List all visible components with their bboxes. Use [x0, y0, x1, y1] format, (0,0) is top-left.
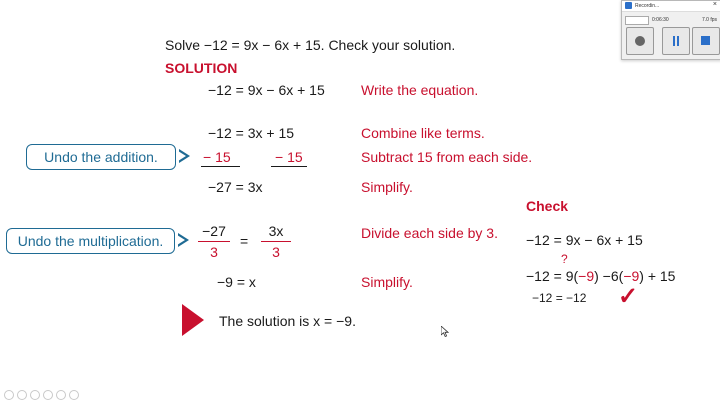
nav-prev-icon[interactable]	[4, 390, 14, 400]
fraction-left-numerator: −27	[202, 223, 226, 239]
close-icon[interactable]: ×	[712, 1, 717, 8]
subtract-right: − 15	[275, 149, 303, 165]
equation-line-1: −12 = 9x − 6x + 15	[208, 82, 325, 98]
record-icon	[635, 36, 645, 46]
equation-line-4: −27 = 3x	[208, 179, 263, 195]
question-mark: ?	[561, 252, 568, 266]
underline-right	[271, 166, 307, 167]
checkmark-icon: ✓	[618, 283, 639, 310]
solution-label: SOLUTION	[165, 60, 238, 76]
hint-arrow-icon	[178, 233, 189, 247]
check-line-3: −12 = −12	[532, 291, 587, 305]
more-icon[interactable]	[69, 390, 79, 400]
fraction-equals: =	[240, 233, 249, 249]
stop-icon	[701, 36, 710, 45]
recorder-time: 0:06:30	[652, 17, 669, 23]
recorder-app-icon	[625, 2, 632, 9]
hint-undo-addition: Undo the addition.	[26, 144, 176, 170]
zoom-icon[interactable]	[56, 390, 66, 400]
fraction-right-denominator: 3	[272, 244, 280, 261]
play-triangle-icon	[182, 304, 204, 336]
check-title: Check	[526, 198, 569, 214]
conclusion-text: The solution is x = −9.	[219, 313, 356, 329]
check-line-1: −12 = 9x − 6x + 15	[526, 232, 643, 248]
equation-line-6: −9 = x	[217, 274, 256, 290]
step-note-2: Combine like terms.	[361, 125, 485, 141]
pause-icon	[673, 36, 675, 46]
pause-icon-bar	[677, 36, 679, 46]
step-note-6: Simplify.	[361, 274, 413, 290]
subtract-left: − 15	[203, 149, 231, 165]
screen-recorder-widget[interactable]	[621, 0, 720, 60]
recorder-source-select[interactable]	[625, 16, 649, 25]
substituted-value: −9	[578, 268, 595, 284]
problem-statement: Solve −12 = 9x − 6x + 15. Check your solution.	[165, 37, 456, 53]
step-note-3: Subtract 15 from each side.	[361, 149, 533, 165]
equation-line-2: −12 = 3x + 15	[208, 125, 295, 141]
step-note-4: Simplify.	[361, 179, 413, 195]
stop-button[interactable]	[692, 27, 720, 55]
underline-left	[201, 166, 240, 167]
slides-icon[interactable]	[43, 390, 53, 400]
fraction-right	[261, 223, 291, 260]
slide-controls[interactable]	[4, 390, 79, 400]
pen-icon[interactable]	[30, 390, 40, 400]
check-line-2-part: ) −6(	[594, 268, 624, 284]
hint-arrow-icon	[179, 149, 190, 163]
check-line-2-part: ) + 15	[639, 268, 676, 284]
step-note-1: Write the equation.	[361, 82, 479, 98]
fraction-bar	[261, 241, 291, 242]
hint-undo-multiplication: Undo the multiplication.	[6, 228, 175, 254]
record-button[interactable]	[626, 27, 654, 55]
fraction-left	[198, 223, 230, 260]
recorder-titlebar[interactable]	[622, 1, 720, 12]
fraction-left-denominator: 3	[210, 244, 218, 261]
check-line-2	[526, 268, 675, 284]
recorder-fps: 7.0 fps	[702, 17, 718, 23]
step-note-5: Divide each side by 3.	[361, 225, 498, 241]
check-line-2-part: −12 = 9(	[526, 268, 579, 284]
fraction-right-numerator: 3x	[268, 223, 284, 239]
substituted-value: −9	[623, 268, 640, 284]
nav-back-icon[interactable]	[17, 390, 27, 400]
fraction-bar	[198, 241, 230, 242]
mouse-cursor-icon	[441, 326, 449, 337]
pause-button[interactable]	[662, 27, 690, 55]
recorder-title: Recordin...	[635, 3, 660, 9]
